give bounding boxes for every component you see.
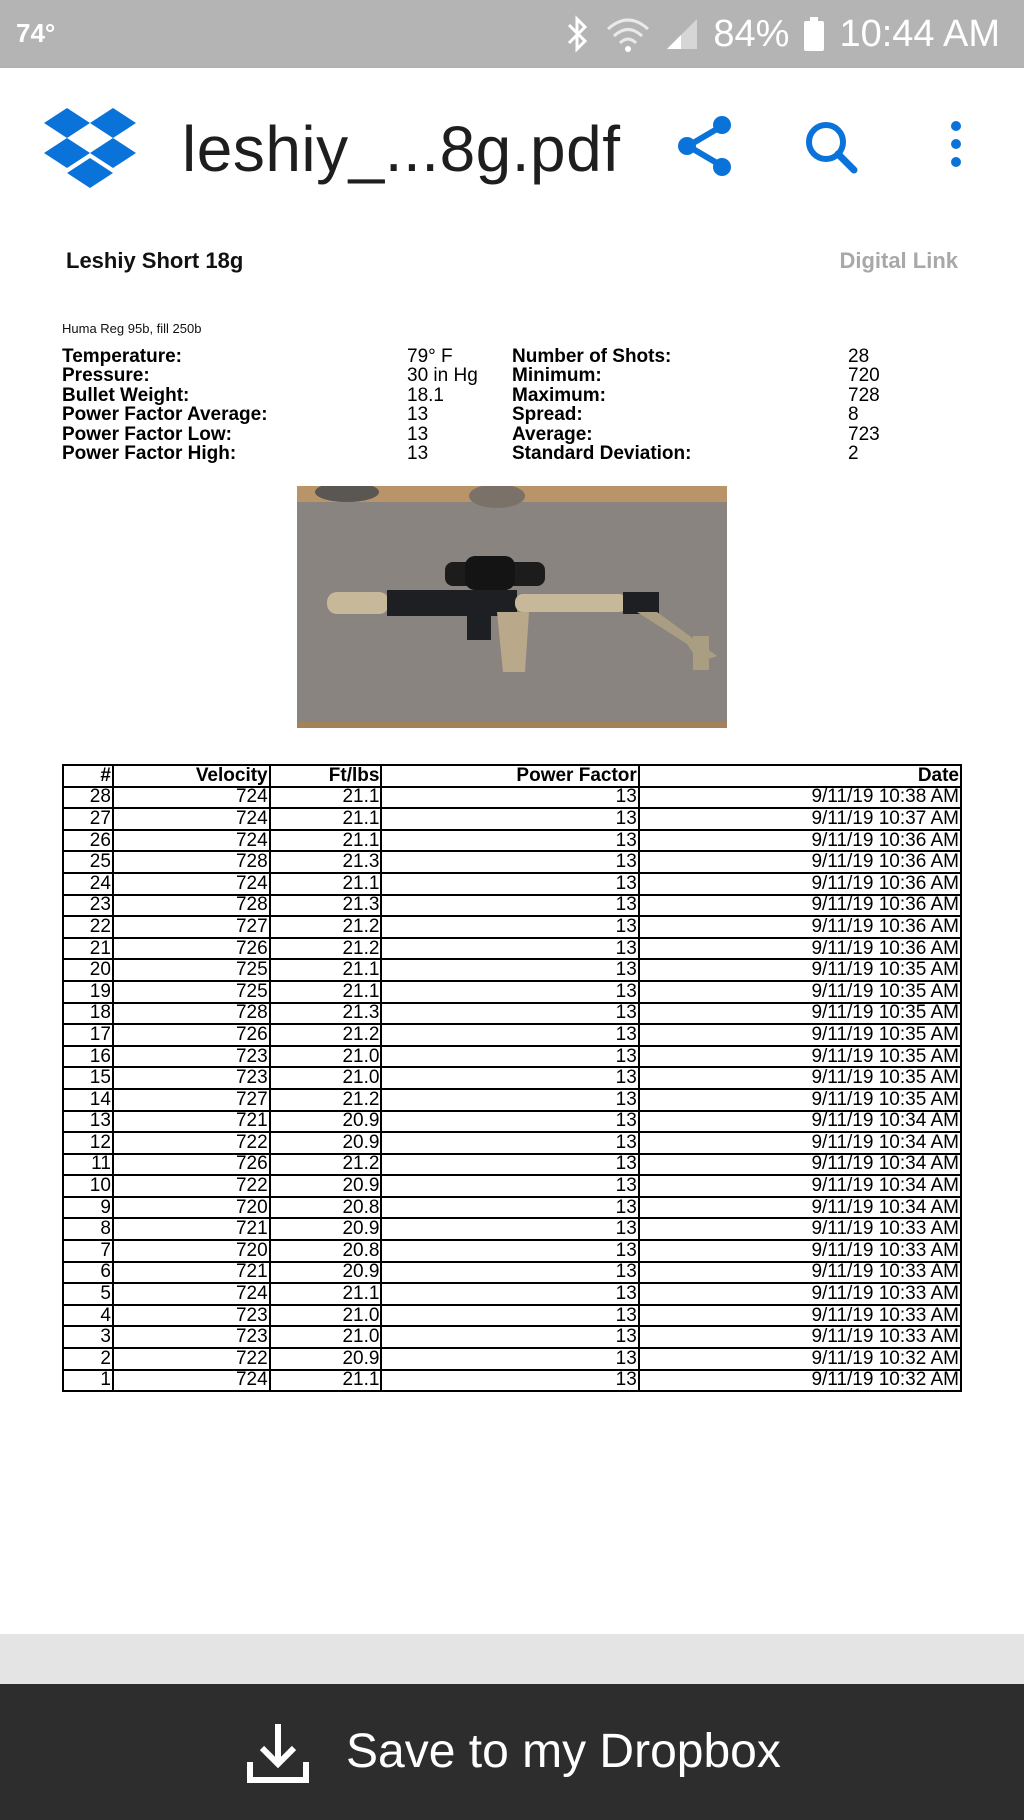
table-cell: 26 [63, 830, 113, 852]
left-stats-labels [62, 347, 268, 463]
download-icon [246, 1720, 310, 1784]
table-cell: 21.2 [270, 1089, 382, 1111]
table-cell: 723 [113, 1326, 270, 1348]
table-cell: 20.9 [270, 1262, 382, 1284]
table-cell: 727 [113, 1089, 270, 1111]
stat-label: Minimum: [512, 365, 602, 387]
stat-label: Power Factor High: [62, 442, 237, 464]
table-cell: 21 [63, 938, 113, 960]
more-options-icon[interactable] [940, 120, 972, 170]
table-cell: 20.9 [270, 1132, 382, 1154]
table-cell: 722 [113, 1175, 270, 1197]
table-cell: 9/11/19 10:35 AM [639, 1003, 961, 1025]
table-row [63, 1283, 961, 1305]
table-cell: 724 [113, 787, 270, 809]
table-cell: 20.9 [270, 1218, 382, 1240]
table-cell: 9/11/19 10:35 AM [639, 1067, 961, 1089]
table-cell: 9/11/19 10:34 AM [639, 1154, 961, 1176]
dropbox-logo-icon[interactable] [44, 108, 136, 188]
table-cell: 9/11/19 10:32 AM [639, 1348, 961, 1370]
table-cell: 9/11/19 10:38 AM [639, 787, 961, 809]
status-icons [565, 10, 1000, 58]
save-to-dropbox-button[interactable] [0, 1684, 1024, 1820]
table-cell: 727 [113, 916, 270, 938]
table-cell: 13 [381, 1111, 638, 1133]
table-cell: 13 [381, 959, 638, 981]
file-title: leshiy_...8g.pdf [182, 113, 621, 185]
stat-value: 28 [848, 346, 870, 367]
table-cell: 21.0 [270, 1305, 382, 1327]
table-cell: 15 [63, 1067, 113, 1089]
table-row [63, 873, 961, 895]
table-cell: 13 [381, 938, 638, 960]
column-header: Date [639, 765, 961, 787]
table-row [63, 1132, 961, 1154]
table-cell: 13 [381, 1067, 638, 1089]
table-cell: 20.9 [270, 1348, 382, 1370]
table-cell: 2 [63, 1348, 113, 1370]
table-cell: 9/11/19 10:33 AM [639, 1262, 961, 1284]
stat-label: Power Factor Average: [62, 404, 268, 426]
table-cell: 21.1 [270, 830, 382, 852]
status-bar [0, 0, 1024, 68]
page-gap [0, 1634, 1024, 1684]
table-cell: 17 [63, 1024, 113, 1046]
table-cell: 13 [381, 787, 638, 809]
table-cell: 724 [113, 873, 270, 895]
table-cell: 3 [63, 1326, 113, 1348]
table-cell: 16 [63, 1046, 113, 1068]
table-cell: 20.9 [270, 1175, 382, 1197]
table-cell: 13 [381, 808, 638, 830]
table-cell: 728 [113, 1003, 270, 1025]
stat-value: 18.1 [407, 384, 444, 406]
table-cell: 21.0 [270, 1326, 382, 1348]
save-to-dropbox-label: Save to my Dropbox [346, 1725, 781, 1778]
stat-label: Spread: [512, 404, 583, 426]
table-cell: 721 [113, 1262, 270, 1284]
table-cell: 13 [381, 916, 638, 938]
stat-label: Power Factor Low: [62, 423, 232, 445]
table-cell: 18 [63, 1003, 113, 1025]
document-title: Leshiy Short 18g [66, 248, 244, 273]
stat-label: Pressure: [62, 365, 150, 387]
table-cell: 722 [113, 1132, 270, 1154]
table-header-row [63, 765, 961, 787]
table-row [63, 1305, 961, 1327]
table-cell: 724 [113, 1370, 270, 1392]
table-cell: 20 [63, 959, 113, 981]
table-cell: 13 [381, 1283, 638, 1305]
table-row [63, 830, 961, 852]
table-row [63, 851, 961, 873]
table-cell: 20.9 [270, 1111, 382, 1133]
table-cell: 9/11/19 10:35 AM [639, 981, 961, 1003]
table-cell: 723 [113, 1046, 270, 1068]
table-row [63, 959, 961, 981]
table-cell: 723 [113, 1067, 270, 1089]
table-cell: 9/11/19 10:32 AM [639, 1370, 961, 1392]
table-cell: 20.8 [270, 1240, 382, 1262]
table-cell: 21.1 [270, 959, 382, 981]
table-cell: 13 [381, 1197, 638, 1219]
table-cell: 726 [113, 1024, 270, 1046]
table-row [63, 916, 961, 938]
table-row [63, 1089, 961, 1111]
table-cell: 721 [113, 1111, 270, 1133]
table-cell: 21.2 [270, 938, 382, 960]
temperature: 74° [16, 18, 56, 48]
table-row [63, 895, 961, 917]
table-cell: 722 [113, 1348, 270, 1370]
table-cell: 9/11/19 10:37 AM [639, 808, 961, 830]
table-cell: 13 [381, 1348, 638, 1370]
column-header: Power Factor [381, 765, 638, 787]
table-cell: 21.0 [270, 1046, 382, 1068]
signal-icon [665, 15, 699, 53]
table-cell: 13 [381, 1175, 638, 1197]
table-cell: 13 [381, 830, 638, 852]
table-cell: 9/11/19 10:34 AM [639, 1197, 961, 1219]
table-row [63, 981, 961, 1003]
table-cell: 21.1 [270, 1370, 382, 1392]
stat-value: 720 [848, 365, 880, 387]
table-cell: 21.0 [270, 1067, 382, 1089]
table-cell: 10 [63, 1175, 113, 1197]
table-cell: 728 [113, 851, 270, 873]
table-row [63, 1046, 961, 1068]
table-cell: 5 [63, 1283, 113, 1305]
table-cell: 9/11/19 10:34 AM [639, 1132, 961, 1154]
table-cell: 9/11/19 10:35 AM [639, 1024, 961, 1046]
table-cell: 9/11/19 10:35 AM [639, 1089, 961, 1111]
table-cell: 21.1 [270, 873, 382, 895]
table-cell: 9/11/19 10:33 AM [639, 1218, 961, 1240]
table-cell: 13 [381, 1089, 638, 1111]
stat-label: Number of Shots: [512, 346, 672, 367]
table-cell: 13 [381, 1024, 638, 1046]
table-cell: 720 [113, 1240, 270, 1262]
table-cell: 9/11/19 10:35 AM [639, 1046, 961, 1068]
table-cell: 9/11/19 10:36 AM [639, 873, 961, 895]
table-row [63, 808, 961, 830]
table-cell: 724 [113, 830, 270, 852]
table-cell: 13 [381, 1218, 638, 1240]
table-cell: 7 [63, 1240, 113, 1262]
table-cell: 20.8 [270, 1197, 382, 1219]
table-row [63, 1154, 961, 1176]
table-cell: 12 [63, 1132, 113, 1154]
table-cell: 13 [381, 1154, 638, 1176]
table-cell: 13 [381, 1003, 638, 1025]
table-cell: 14 [63, 1089, 113, 1111]
rifle-photo [297, 486, 727, 728]
table-cell: 9/11/19 10:36 AM [639, 830, 961, 852]
table-cell: 9/11/19 10:33 AM [639, 1240, 961, 1262]
table-row [63, 1326, 961, 1348]
table-cell: 9/11/19 10:34 AM [639, 1175, 961, 1197]
table-cell: 726 [113, 938, 270, 960]
table-cell: 9/11/19 10:36 AM [639, 938, 961, 960]
table-cell: 13 [381, 1370, 638, 1392]
column-header: # [63, 765, 113, 787]
table-cell: 21.2 [270, 916, 382, 938]
table-cell: 9/11/19 10:33 AM [639, 1283, 961, 1305]
table-cell: 13 [381, 1132, 638, 1154]
shots-table [62, 764, 962, 1392]
table-row [63, 1240, 961, 1262]
table-row [63, 1370, 961, 1392]
table-row [63, 1024, 961, 1046]
table-cell: 23 [63, 895, 113, 917]
pdf-page [0, 228, 1024, 1634]
document-note: Huma Reg 95b, fill 250b [62, 321, 202, 336]
stat-value: 13 [407, 442, 429, 464]
table-row [63, 1197, 961, 1219]
table-cell: 13 [63, 1111, 113, 1133]
table-cell: 11 [63, 1154, 113, 1176]
table-cell: 19 [63, 981, 113, 1003]
table-cell: 21.1 [270, 981, 382, 1003]
table-cell: 25 [63, 851, 113, 873]
table-cell: 13 [381, 1262, 638, 1284]
stat-value: 2 [848, 442, 859, 464]
table-row [63, 1067, 961, 1089]
right-stats-labels [512, 347, 691, 463]
table-cell: 9/11/19 10:33 AM [639, 1326, 961, 1348]
battery-icon [803, 15, 825, 53]
table-cell: 21.1 [270, 787, 382, 809]
table-cell: 13 [381, 1305, 638, 1327]
table-cell: 21.3 [270, 895, 382, 917]
table-row [63, 787, 961, 809]
column-header: Ft/lbs [270, 765, 382, 787]
left-stats-values [407, 347, 478, 463]
table-cell: 6 [63, 1262, 113, 1284]
table-cell: 13 [381, 851, 638, 873]
table-row [63, 1111, 961, 1133]
stat-value: 13 [407, 423, 429, 445]
stat-value: 8 [848, 404, 859, 426]
table-cell: 28 [63, 787, 113, 809]
table-cell: 21.2 [270, 1154, 382, 1176]
bluetooth-icon [565, 15, 591, 53]
table-cell: 723 [113, 1305, 270, 1327]
column-header: Velocity [113, 765, 270, 787]
table-cell: 13 [381, 1046, 638, 1068]
table-cell: 9/11/19 10:36 AM [639, 851, 961, 873]
stat-value: 30 in Hg [407, 365, 478, 387]
table-cell: 9/11/19 10:36 AM [639, 916, 961, 938]
table-cell: 9/11/19 10:35 AM [639, 959, 961, 981]
table-cell: 9/11/19 10:36 AM [639, 895, 961, 917]
battery-percent: 84% [713, 12, 790, 55]
table-row [63, 1262, 961, 1284]
table-cell: 725 [113, 959, 270, 981]
table-cell: 728 [113, 895, 270, 917]
table-cell: 22 [63, 916, 113, 938]
table-cell: 1 [63, 1370, 113, 1392]
table-cell: 24 [63, 873, 113, 895]
stat-label: Maximum: [512, 384, 606, 406]
stat-value: 728 [848, 384, 880, 406]
share-icon[interactable] [676, 114, 734, 178]
table-row [63, 1218, 961, 1240]
table-row [63, 938, 961, 960]
digital-link: Digital Link [839, 248, 958, 273]
stat-label: Standard Deviation: [512, 442, 692, 464]
table-cell: 721 [113, 1218, 270, 1240]
table-cell: 21.3 [270, 1003, 382, 1025]
stat-value: 723 [848, 423, 880, 445]
stat-value: 13 [407, 404, 429, 426]
table-cell: 724 [113, 808, 270, 830]
table-cell: 9 [63, 1197, 113, 1219]
table-cell: 21.1 [270, 1283, 382, 1305]
table-row [63, 1003, 961, 1025]
table-cell: 9/11/19 10:33 AM [639, 1305, 961, 1327]
table-cell: 27 [63, 808, 113, 830]
stat-value: 79° F [407, 346, 453, 367]
table-cell: 720 [113, 1197, 270, 1219]
table-cell: 8 [63, 1218, 113, 1240]
app-bar [0, 68, 1024, 228]
wifi-icon [605, 15, 651, 53]
table-cell: 13 [381, 873, 638, 895]
table-cell: 725 [113, 981, 270, 1003]
table-cell: 726 [113, 1154, 270, 1176]
table-cell: 13 [381, 1326, 638, 1348]
search-icon[interactable] [804, 120, 858, 174]
table-cell: 9/11/19 10:34 AM [639, 1111, 961, 1133]
right-stats-values [848, 347, 880, 463]
table-row [63, 1175, 961, 1197]
table-cell: 13 [381, 895, 638, 917]
stat-label: Temperature: [62, 346, 183, 367]
table-cell: 21.3 [270, 851, 382, 873]
clock: 10:44 AM [839, 12, 1000, 55]
table-cell: 13 [381, 1240, 638, 1262]
table-cell: 21.2 [270, 1024, 382, 1046]
stat-label: Average: [512, 423, 593, 445]
table-cell: 4 [63, 1305, 113, 1327]
table-row [63, 1348, 961, 1370]
stat-label: Bullet Weight: [62, 384, 190, 406]
table-cell: 13 [381, 981, 638, 1003]
table-cell: 21.1 [270, 808, 382, 830]
table-cell: 724 [113, 1283, 270, 1305]
